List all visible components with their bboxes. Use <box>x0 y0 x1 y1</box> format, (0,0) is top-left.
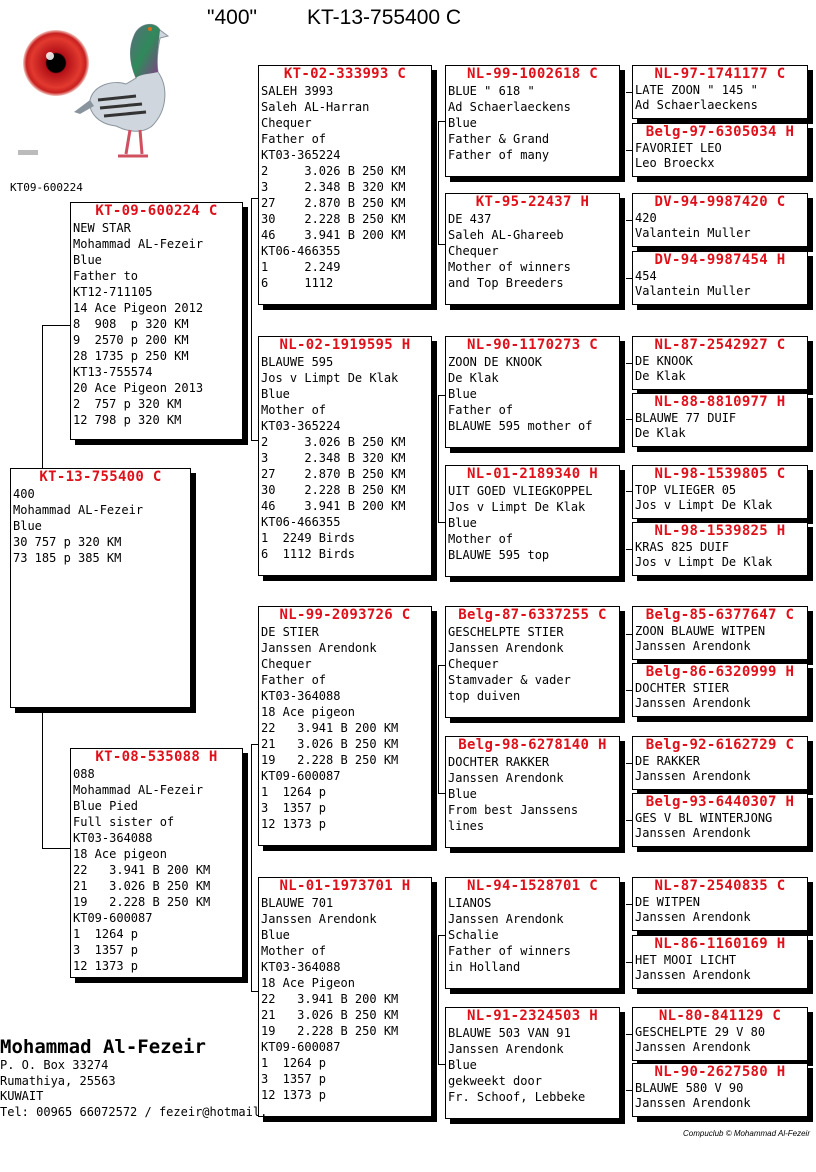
pedigree-line: 18 Ace pigeon <box>73 847 167 861</box>
ring-number: Belg-87-6337255 C <box>458 607 607 623</box>
pedigree-line: 12 1373 p <box>73 959 139 973</box>
pedigree-line: 400 <box>13 487 35 501</box>
pedigree-line: BLAUWE 503 VAN 91 <box>448 1026 571 1040</box>
pedigree-line: Janssen Arendonk <box>261 641 377 655</box>
pedigree-line: Father to <box>73 269 139 283</box>
pedigree-line: Father of winners <box>448 944 571 958</box>
gggp-card <box>632 465 808 519</box>
pedigree-line: BLAUWE 580 V 90 <box>635 1081 744 1095</box>
pedigree-line: KT03-365224 <box>261 148 341 162</box>
pedigree-line: 20 Ace Pigeon 2013 <box>73 381 204 395</box>
pedigree-line: 14 Ace Pigeon 2012 <box>73 301 204 315</box>
pedigree-line: 3 2.348 B 320 KM <box>261 180 406 194</box>
ring-number: NL-01-1973701 H <box>279 878 411 894</box>
pedigree-line: 1 2249 Birds <box>261 531 355 545</box>
pedigree-line: Janssen Arendonk <box>635 768 751 783</box>
ring-number: Belg-92-6162729 C <box>645 737 795 753</box>
owner-address-line: KUWAIT <box>0 1089 44 1103</box>
pedigree-line: Chequer <box>261 116 312 130</box>
pedigree-line: 18 Ace pigeon <box>261 705 355 719</box>
pedigree-line: DOCHTER STIER <box>635 681 729 695</box>
ring-number: NL-99-1002618 C <box>467 66 598 82</box>
sire-dam-card <box>258 336 432 576</box>
pedigree-line: SALEH 3993 <box>261 84 334 98</box>
ggp-card <box>445 465 620 577</box>
pedigree-line: FAVORIET LEO <box>635 141 722 155</box>
pedigree-line: Janssen Arendonk <box>635 909 751 924</box>
sire-sire-card <box>258 65 432 305</box>
pedigree-line: Mother of <box>261 944 327 958</box>
pedigree-line: KT03-364088 <box>261 960 341 974</box>
gggp-card <box>632 1007 808 1061</box>
pedigree-line: Blue <box>448 116 477 130</box>
pedigree-line: Father of <box>261 132 327 146</box>
ggp-card <box>445 336 620 448</box>
gggp-card <box>632 793 808 847</box>
ring-number: NL-99-2093726 C <box>279 607 411 623</box>
dam-card <box>70 748 243 978</box>
pedigree-line: KT09-600087 <box>261 1040 341 1054</box>
owner-address-line: P. O. Box 33274 <box>0 1058 109 1072</box>
dam-sire-card <box>258 606 432 846</box>
pedigree-line: Father of many <box>448 148 550 162</box>
pedigree-line: GES V BL WINTERJONG <box>635 811 773 825</box>
pedigree-line: Chequer <box>448 657 499 671</box>
pedigree-line: KT09-600087 <box>73 911 153 925</box>
pedigree-line: LATE ZOON " 145 " <box>635 83 758 97</box>
pedigree-line: KT03-364088 <box>73 831 153 845</box>
ring-number: KT-95-22437 H <box>475 194 590 210</box>
pigeon-eye-icon <box>23 30 89 96</box>
owner-contact <box>0 1036 267 1120</box>
pedigree-line: ZOON DE KNOOK <box>448 355 542 369</box>
ring-number: Belg-93-6440307 H <box>645 794 795 810</box>
pedigree-line: Valantein Muller <box>635 225 751 240</box>
ring-number: KT-08-535088 H <box>95 749 218 765</box>
pedigree-line: Leo Broeckx <box>635 155 715 170</box>
ggp-card <box>445 1007 620 1119</box>
pedigree-line: 6 1112 <box>261 276 334 290</box>
ggp-card <box>445 193 620 305</box>
pedigree-line: in Holland <box>448 960 521 974</box>
pedigree-line: Blue <box>448 1058 477 1072</box>
pedigree-line: Janssen Arendonk <box>448 771 564 785</box>
pedigree-line: Ad Schaerlaeckens <box>635 97 758 112</box>
pedigree-line: lines <box>448 819 485 833</box>
ring-number: Belg-86-6320999 H <box>645 664 795 680</box>
gggp-card <box>632 393 808 447</box>
pedigree-line: BLAUWE 701 <box>261 896 334 910</box>
pedigree-line: 12 798 p 320 KM <box>73 413 182 427</box>
gggp-card <box>632 606 808 660</box>
pedigree-line: Blue <box>261 387 290 401</box>
pedigree-line: DE WITPEN <box>635 895 701 909</box>
gggp-card <box>632 663 808 717</box>
pedigree-line: 2 757 p 320 KM <box>73 397 182 411</box>
pedigree-line: 30 2.228 B 250 KM <box>261 212 406 226</box>
pedigree-line: GESCHELPTE 29 V 80 <box>635 1025 766 1039</box>
pedigree-line: Jos v Limpt De Klak <box>261 371 399 385</box>
pedigree-line: 19 2.228 B 250 KM <box>73 895 211 909</box>
pedigree-line: Janssen Arendonk <box>448 1042 564 1056</box>
ring-number: NL-90-2627580 H <box>654 1064 786 1080</box>
pedigree-line: Blue Pied <box>73 799 139 813</box>
pedigree-line: From best Janssens <box>448 803 579 817</box>
pedigree-line: 21 3.026 B 250 KM <box>261 737 399 751</box>
pedigree-line: NEW STAR <box>73 221 131 235</box>
pedigree-line: 22 3.941 B 200 KM <box>73 863 211 877</box>
pedigree-line: Mohammad AL-Fezeir <box>73 783 204 797</box>
ring-number: KT-13-755400 C <box>39 469 162 485</box>
subject-pigeon-card <box>10 468 191 708</box>
pedigree-line: DE 437 <box>448 212 492 226</box>
ggp-card <box>445 606 620 718</box>
pedigree-line: 27 2.870 B 250 KM <box>261 196 406 210</box>
pedigree-line: HET MOOI LICHT <box>635 953 737 967</box>
ring-number: NL-01-2189340 H <box>467 466 598 482</box>
pedigree-line: Blue <box>13 519 42 533</box>
pedigree-line: De Klak <box>635 368 686 383</box>
pedigree-line: top duiven <box>448 689 521 703</box>
sire-card <box>70 202 243 440</box>
pedigree-line: Blue <box>261 928 290 942</box>
ring-number: NL-98-1539805 C <box>654 466 786 482</box>
gggp-card <box>632 1063 808 1117</box>
pedigree-line: 3 1357 p <box>73 943 139 957</box>
pedigree-line: De Klak <box>635 425 686 440</box>
ggp-card <box>445 877 620 989</box>
pedigree-line: UIT GOED VLIEGKOPPEL <box>448 484 593 498</box>
pedigree-line: Saleh AL-Ghareeb <box>448 228 564 242</box>
pedigree-line: Saleh AL-Harran <box>261 100 370 114</box>
pedigree-line: KT03-364088 <box>261 689 341 703</box>
ring-number: NL-86-1160169 H <box>654 936 786 952</box>
pedigree-line: 30 2.228 B 250 KM <box>261 483 406 497</box>
pedigree-line: Janssen Arendonk <box>635 695 751 710</box>
pedigree-line: De Klak <box>448 371 499 385</box>
ring-number: Belg-85-6377647 C <box>645 607 795 623</box>
gggp-card <box>632 123 808 177</box>
pedigree-line: Janssen Arendonk <box>635 1095 751 1110</box>
pedigree-line: BLUE " 618 " <box>448 84 535 98</box>
pedigree-line: Chequer <box>261 657 312 671</box>
pedigree-line: BLAUWE 595 top <box>448 548 550 562</box>
pedigree-line: 9 2570 p 200 KM <box>73 333 189 347</box>
pedigree-line: LIANOS <box>448 896 492 910</box>
pedigree-line: DE STIER <box>261 625 319 639</box>
pigeon-ring-title: KT-13-755400 C <box>307 6 462 29</box>
pedigree-line: Mohammad AL-Fezeir <box>13 503 144 517</box>
ring-number: NL-91-2324503 H <box>467 1008 598 1024</box>
pedigree-line: TOP VLIEGER 05 <box>635 483 737 497</box>
ring-number: KT-02-333993 C <box>283 66 407 82</box>
pedigree-line: KT03-365224 <box>261 419 341 433</box>
pedigree-line: 21 3.026 B 250 KM <box>261 1008 399 1022</box>
pedigree-line: Janssen Arendonk <box>635 967 751 982</box>
pedigree-line: Father of <box>261 673 327 687</box>
pedigree-line: 46 3.941 B 200 KM <box>261 228 406 242</box>
photo-caption: KT09-600224 <box>10 181 83 194</box>
ggp-card <box>445 65 620 177</box>
pedigree-line: Full sister of <box>73 815 175 829</box>
owner-phone-email: Tel: 00965 66072572 / fezeir@hotmail. <box>0 1104 268 1119</box>
pedigree-line: 46 3.941 B 200 KM <box>261 499 406 513</box>
pedigree-line: 30 757 p 320 KM <box>13 535 122 549</box>
pedigree-line: 1 1264 p <box>73 927 139 941</box>
pedigree-line: Jos v Limpt De Klak <box>448 500 586 514</box>
pedigree-line: Mother of winners <box>448 260 571 274</box>
pedigree-line: 18 Ace Pigeon <box>261 976 355 990</box>
pedigree-line: Jos v Limpt De Klak <box>635 554 773 569</box>
pedigree-line: 1 2.249 <box>261 260 341 274</box>
pedigree-line: 6 1112 Birds <box>261 547 355 561</box>
pedigree-line: 12 1373 p <box>261 817 327 831</box>
pedigree-line: Janssen Arendonk <box>261 912 377 926</box>
pedigree-line: KT06-466355 <box>261 244 341 258</box>
pedigree-line: KRAS 825 DUIF <box>635 540 729 554</box>
pedigree-line: KT12-711105 <box>73 285 153 299</box>
pedigree-line: Janssen Arendonk <box>635 638 751 653</box>
pedigree-line: DE KNOOK <box>635 354 693 368</box>
pedigree-line: Janssen Arendonk <box>448 912 564 926</box>
gggp-card <box>632 935 808 989</box>
gggp-card <box>632 193 808 247</box>
ring-number: NL-87-2542927 C <box>654 337 786 353</box>
gggp-card <box>632 736 808 790</box>
pedigree-line: Ad Schaerlaeckens <box>448 100 571 114</box>
pedigree-line: 22 3.941 B 200 KM <box>261 992 399 1006</box>
gggp-card <box>632 251 808 305</box>
pedigree-line: 2 3.026 B 250 KM <box>261 435 406 449</box>
pedigree-line: 3 1357 p <box>261 1072 327 1086</box>
ring-number: DV-94-9987454 H <box>654 252 786 268</box>
pedigree-line: 454 <box>635 269 657 283</box>
pedigree-line: Mother of <box>261 403 327 417</box>
pedigree-line: 19 2.228 B 250 KM <box>261 753 399 767</box>
ring-number: NL-97-1741177 C <box>654 66 786 82</box>
pedigree-line: 2 3.026 B 250 KM <box>261 164 406 178</box>
ring-number: DV-94-9987420 C <box>654 194 786 210</box>
pigeon-name-title: "400" <box>207 6 257 29</box>
pedigree-line: 27 2.870 B 250 KM <box>261 467 406 481</box>
pedigree-line: KT06-466355 <box>261 515 341 529</box>
ring-number: Belg-98-6278140 H <box>458 737 607 753</box>
pedigree-line: BLAUWE 595 mother of <box>448 419 593 433</box>
pedigree-line: 3 1357 p <box>261 801 327 815</box>
pedigree-line: 12 1373 p <box>261 1088 327 1102</box>
ring-number: NL-80-841129 C <box>658 1008 782 1024</box>
pedigree-line: 22 3.941 B 200 KM <box>261 721 399 735</box>
pedigree-line: GESCHELPTE STIER <box>448 625 564 639</box>
pedigree-line: 73 185 p 385 KM <box>13 551 122 565</box>
pedigree-line: Stamvader & vader <box>448 673 571 687</box>
ggp-card <box>445 736 620 848</box>
ring-number: NL-87-2540835 C <box>654 878 786 894</box>
gggp-card <box>632 336 808 390</box>
pedigree-line: DOCHTER RAKKER <box>448 755 550 769</box>
owner-address-line: Rumathiya, 25563 <box>0 1073 116 1088</box>
ring-number: NL-90-1170273 C <box>467 337 598 353</box>
pedigree-line: KT09-600087 <box>261 769 341 783</box>
pedigree-line: 3 2.348 B 320 KM <box>261 451 406 465</box>
pedigree-line: Blue <box>448 516 477 530</box>
pedigree-line: gekweekt door <box>448 1074 542 1088</box>
pedigree-line: Schalie <box>448 928 499 942</box>
pedigree-line: 1 1264 p <box>261 785 327 799</box>
pedigree-line: Mother of <box>448 532 514 546</box>
pedigree-line: DE RAKKER <box>635 754 701 768</box>
credit-footer: Compuclub © Mohammad Al-Fezeir <box>683 1129 810 1138</box>
pedigree-line: Janssen Arendonk <box>635 1039 751 1054</box>
pedigree-line: Jos v Limpt De Klak <box>635 497 773 512</box>
pedigree-line: Blue <box>448 787 477 801</box>
pedigree-line: Janssen Arendonk <box>448 641 564 655</box>
pedigree-line: 28 1735 p 250 KM <box>73 349 189 363</box>
pedigree-line: KT13-755574 <box>73 365 153 379</box>
pedigree-line: BLAUWE 77 DUIF <box>635 411 737 425</box>
pedigree-line: 420 <box>635 211 657 225</box>
ring-number: NL-98-1539825 H <box>654 523 786 539</box>
ring-number: NL-88-8810977 H <box>654 394 786 410</box>
gggp-card <box>632 522 808 576</box>
pedigree-line: Mohammad AL-Fezeir <box>73 237 204 251</box>
pedigree-line: ZOON BLAUWE WITPEN <box>635 624 766 638</box>
gggp-card <box>632 877 808 931</box>
ring-number: Belg-97-6305034 H <box>645 124 795 140</box>
pedigree-line: and Top Breeders <box>448 276 564 290</box>
owner-name: Mohammad Al-Fezeir <box>0 1036 206 1058</box>
gggp-card <box>632 65 808 119</box>
pedigree-line: Fr. Schoof, Lebbeke <box>448 1090 586 1104</box>
pedigree-line: Blue <box>448 387 477 401</box>
pedigree-line: Janssen Arendonk <box>635 825 751 840</box>
ring-number: NL-94-1528701 C <box>467 878 598 894</box>
ring-number: NL-02-1919595 H <box>279 337 411 353</box>
pedigree-line: 8 908 p 320 KM <box>73 317 189 331</box>
pedigree-line: 1 1264 p <box>261 1056 327 1070</box>
pigeon-photo <box>18 14 173 166</box>
pedigree-line: Chequer <box>448 244 499 258</box>
pedigree-line: Father & Grand <box>448 132 550 146</box>
pedigree-line: Blue <box>73 253 102 267</box>
pedigree-line: 088 <box>73 767 95 781</box>
ring-number: KT-09-600224 C <box>95 203 218 219</box>
pedigree-line: 19 2.228 B 250 KM <box>261 1024 399 1038</box>
pedigree-line: Valantein Muller <box>635 283 751 298</box>
dam-dam-card <box>258 877 432 1117</box>
pedigree-line: BLAUWE 595 <box>261 355 334 369</box>
pedigree-line: Father of <box>448 403 514 417</box>
pedigree-line: 21 3.026 B 250 KM <box>73 879 211 893</box>
